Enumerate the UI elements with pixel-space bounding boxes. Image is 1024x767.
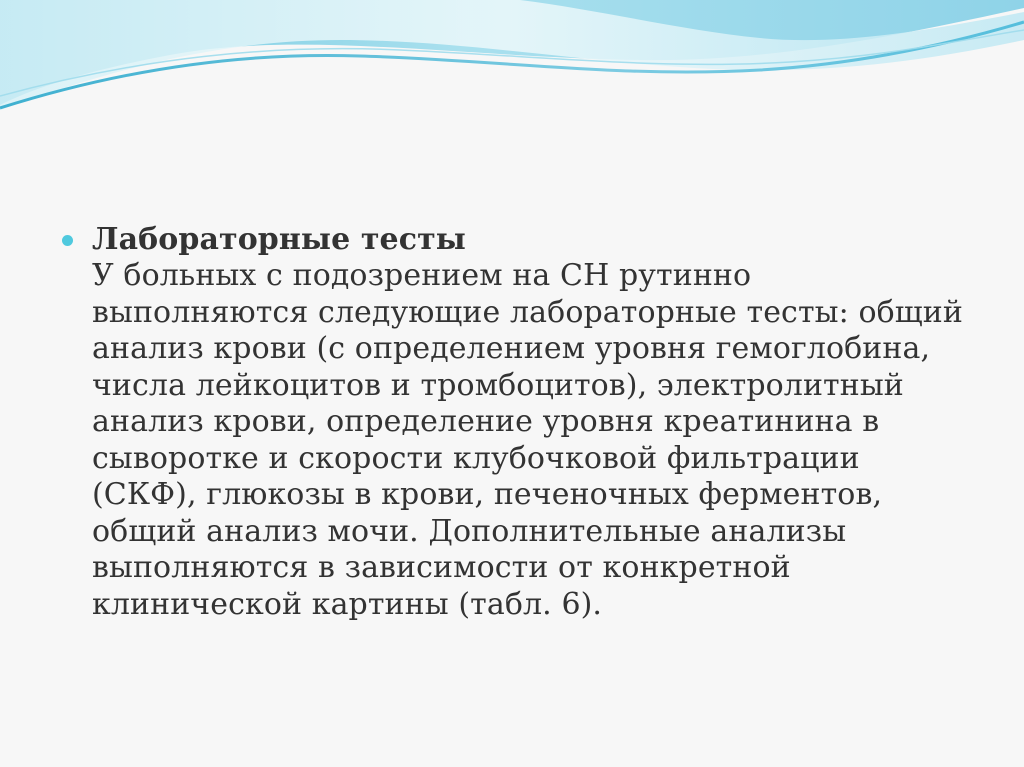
section-heading: Лабораторные тесты [92, 222, 466, 257]
body-paragraph: У больных с подозрением на СН рутинно выполняются следующие лабораторные тесты: общий анализ крови (с определением уровня гемоглобина, числа лейкоцитов и тромбоцитов), электролитный анализ крови, определение уровня креатинина в сыворотке и скорости клубочковой фильтрации (СКФ), глюкозы в крови, печеночных ферментов, общий анализ мочи. Дополнительные анализы выполняются в зависимости от конкретной клинической картины (табл. 6). [92, 258, 963, 622]
bullet-item [62, 222, 982, 623]
content-area [62, 222, 982, 623]
decorative-wave-banner [0, 0, 1024, 130]
bullet-dot-icon [62, 235, 73, 246]
